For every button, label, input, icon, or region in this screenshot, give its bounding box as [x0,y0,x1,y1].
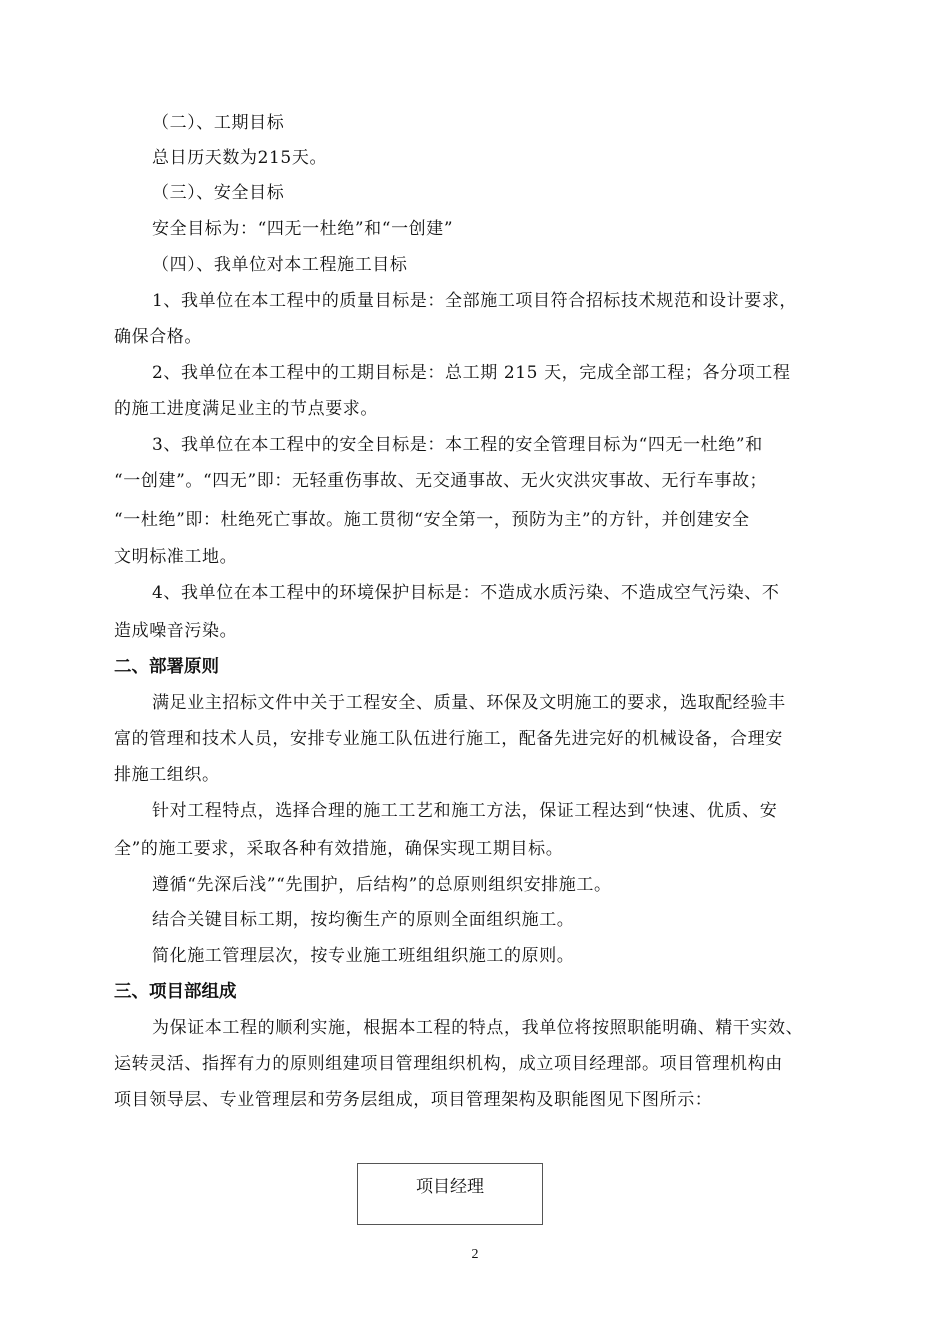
org-paragraph-line: 为保证本工程的顺利实施，根据本工程的特点，我单位将按照职能明确、精干实效、 [152,1018,804,1038]
goal-2-line: 2、我单位在本工程中的工期目标是：总工期 215 天，完成全部工程；各分项工程 [152,363,791,383]
page-number: 2 [471,1247,479,1262]
principle-line: 针对工程特点，选择合理的施工工艺和施工方法，保证工程达到“快速、优质、安 [152,801,778,821]
principle-line: 简化施工管理层次，按专业施工班组组织施工的原则。 [152,946,575,966]
principle-line: 遵循“先深后浅”“先围护，后结构”的总原则组织安排施工。 [152,875,612,895]
principle-line: 排施工组织。 [114,765,220,785]
subsection-heading: （四）、我单位对本工程施工目标 [152,255,408,275]
org-paragraph-line: 运转灵活、指挥有力的原则组建项目管理组织机构，成立项目经理部。项目管理机构由 [114,1054,783,1074]
org-chart-top-box [357,1163,543,1225]
goal-3-line: 3、我单位在本工程中的安全目标是：本工程的安全管理目标为“四无一杜绝”和 [152,435,763,455]
goal-2-line: 的施工进度满足业主的节点要求。 [114,399,378,419]
org-chart-label: 项目经理 [416,1177,484,1197]
goal-3-line: “一杜绝”即：杜绝死亡事故。施工贯彻“安全第一，预防为主”的方针，并创建安全 [114,510,750,530]
paragraph-line: 安全目标为：“四无一杜绝”和“一创建” [152,219,454,239]
org-paragraph-line: 项目领导层、专业管理层和劳务层组成，项目管理架构及职能图见下图所示： [114,1090,713,1110]
goal-3-line: “一创建”。“四无”即：无轻重伤事故、无交通事故、无火灾洪灾事故、无行车事故； [114,471,768,491]
section-heading: 三、项目部组成 [114,982,237,1002]
goal-4-line: 造成噪音污染。 [114,621,238,641]
subsection-heading: （三）、安全目标 [152,183,285,203]
subsection-heading: （二）、工期目标 [152,113,285,133]
principle-line: 结合关键目标工期，按均衡生产的原则全面组织施工。 [152,910,575,930]
principle-line: 满足业主招标文件中关于工程安全、质量、环保及文明施工的要求，选取配经验丰 [152,693,786,713]
principle-line: 富的管理和技术人员，安排专业施工队伍进行施工，配备先进完好的机械设备，合理安 [114,729,783,749]
goal-1-line: 1、我单位在本工程中的质量目标是：全部施工项目符合招标技术规范和设计要求， [152,291,798,311]
goal-3-line: 文明标准工地。 [114,547,238,567]
goal-4-line: 4、我单位在本工程中的环境保护目标是：不造成水质污染、不造成空气污染、不 [152,583,780,603]
principle-line: 全”的施工要求，采取各种有效措施，确保实现工期目标。 [114,839,564,859]
paragraph-line: 总日历天数为215天。 [152,148,328,168]
goal-1-line: 确保合格。 [114,327,202,347]
section-heading: 二、部署原则 [114,657,219,677]
